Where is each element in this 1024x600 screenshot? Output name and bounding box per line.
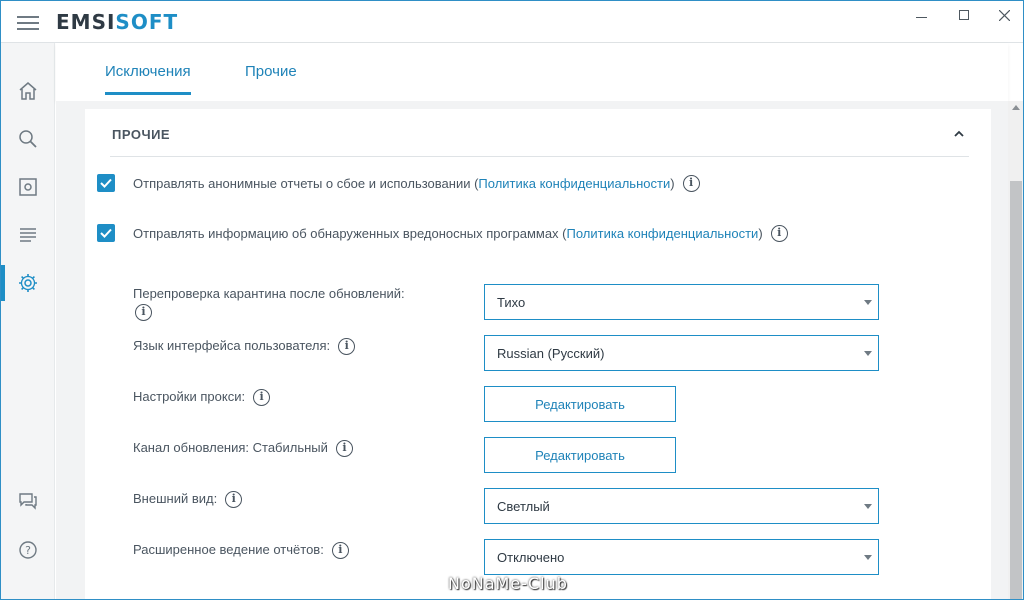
divider xyxy=(110,156,969,157)
dropdown-arrow-icon xyxy=(864,351,872,356)
malware-info-option xyxy=(97,224,788,242)
scroll-thumb[interactable] xyxy=(1010,181,1022,600)
title-bar xyxy=(1,1,1023,43)
appearance-label: Внешний вид: i xyxy=(133,490,242,508)
watermark: NoNaMe-Club xyxy=(448,574,568,593)
dropdown-arrow-icon xyxy=(864,555,872,560)
svg-text:?: ? xyxy=(25,544,31,557)
gear-icon xyxy=(17,272,39,294)
sidebar-item-home[interactable] xyxy=(1,73,55,109)
home-icon xyxy=(17,80,39,102)
scroll-up-icon[interactable] xyxy=(1012,105,1020,110)
sidebar-item-quarantine[interactable] xyxy=(1,169,55,205)
vertical-scrollbar[interactable] xyxy=(1008,101,1024,600)
help-icon xyxy=(17,539,39,561)
hamburger-menu-icon[interactable] xyxy=(17,16,39,30)
malware-info-checkbox[interactable] xyxy=(97,224,115,242)
dropdown-arrow-icon xyxy=(864,504,872,509)
privacy-policy-link[interactable]: Политика конфиденциальности xyxy=(566,225,759,241)
info-icon[interactable]: i xyxy=(332,542,349,559)
info-icon[interactable]: i xyxy=(336,440,353,457)
ui-language-select[interactable]: Russian (Русский) xyxy=(484,335,879,371)
proxy-edit-button[interactable]: Редактировать xyxy=(484,386,676,422)
appearance-select[interactable]: Светлый xyxy=(484,488,879,524)
crash-reports-option xyxy=(97,174,700,192)
chat-icon xyxy=(17,490,39,512)
update-channel-label: Канал обновления: Стабильный i xyxy=(133,439,353,457)
minimize-icon[interactable] xyxy=(898,1,944,29)
crash-reports-label: Отправлять анонимные отчеты о сбое и использовании (Политика конфиденциальности) xyxy=(133,175,675,191)
sidebar-item-settings[interactable] xyxy=(1,265,55,301)
tab-exclusions[interactable]: Исключения xyxy=(105,63,191,95)
sidebar-item-help[interactable] xyxy=(1,532,55,568)
sidebar xyxy=(1,43,55,600)
info-icon[interactable]: i xyxy=(225,491,242,508)
tab-other[interactable]: Прочие xyxy=(245,63,297,80)
checkmark-icon xyxy=(100,228,112,238)
malware-info-label: Отправлять информацию об обнаруженных вредоносных программах (Политика конфиденциальности) xyxy=(133,225,763,241)
update-channel-edit-button[interactable]: Редактировать xyxy=(484,437,676,473)
privacy-policy-link[interactable]: Политика конфиденциальности xyxy=(478,175,671,191)
close-icon[interactable] xyxy=(981,1,1024,29)
extended-logging-select[interactable]: Отключено xyxy=(484,539,879,575)
info-icon[interactable]: i xyxy=(338,338,355,355)
info-icon[interactable]: i xyxy=(253,389,270,406)
dropdown-arrow-icon xyxy=(864,300,872,305)
sidebar-item-logs[interactable] xyxy=(1,217,55,253)
section-title: ПРОЧИЕ xyxy=(112,127,171,142)
info-icon[interactable]: i xyxy=(135,304,152,321)
info-icon[interactable]: i xyxy=(683,175,700,192)
app-logo: EMSISOFT xyxy=(56,10,179,34)
logs-icon xyxy=(17,224,39,246)
quarantine-recheck-select[interactable]: Тихо xyxy=(484,284,879,320)
tab-bar xyxy=(56,43,1008,101)
search-icon xyxy=(17,128,39,150)
proxy-label: Настройки прокси: i xyxy=(133,388,270,406)
info-icon[interactable]: i xyxy=(771,225,788,242)
chevron-up-icon[interactable] xyxy=(952,127,966,141)
ui-language-label: Язык интерфейса пользователя: i xyxy=(133,337,355,355)
sidebar-item-feedback[interactable] xyxy=(1,483,55,519)
extended-logging-label: Расширенное ведение отчётов: i xyxy=(133,541,349,559)
quarantine-icon xyxy=(17,176,39,198)
checkmark-icon xyxy=(100,178,112,188)
quarantine-recheck-label: Перепроверка карантина после обновлений: i xyxy=(133,285,433,321)
sidebar-item-scan[interactable] xyxy=(1,121,55,157)
crash-reports-checkbox[interactable] xyxy=(97,174,115,192)
